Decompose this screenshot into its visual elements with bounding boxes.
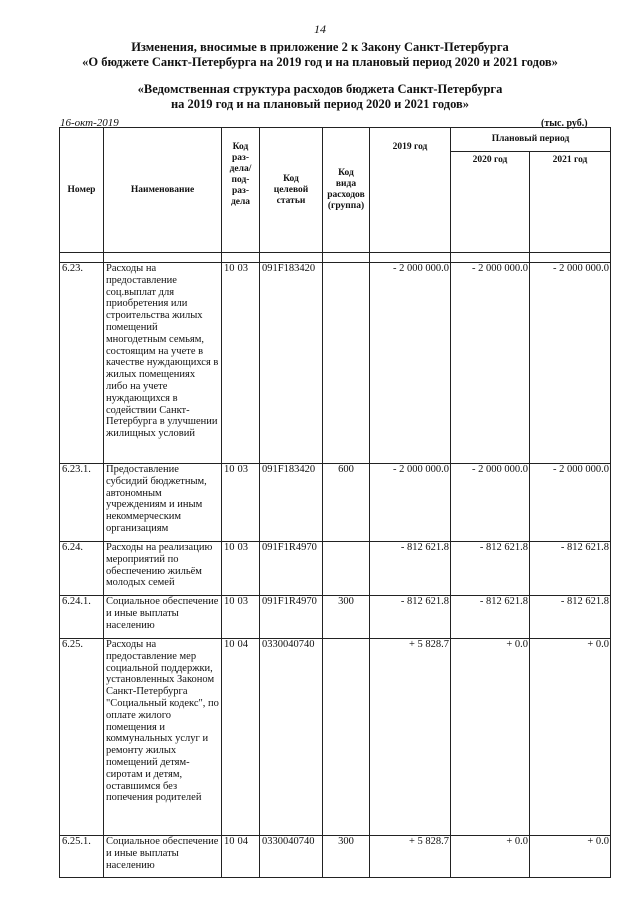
table-header <box>60 128 611 253</box>
col-expense-line: вида <box>335 179 357 189</box>
table-row <box>60 639 611 836</box>
row-value-2020: + 0.0 <box>451 836 530 878</box>
row-target-code: 0330040740 <box>260 836 323 878</box>
col-section-line: дела/ <box>229 164 252 174</box>
col-2019-header: 2019 год <box>370 128 451 253</box>
subsection-code: 03 <box>237 263 248 274</box>
col-expense-line: (группа) <box>327 201 365 211</box>
spacer-cell <box>530 253 611 263</box>
row-value-2019: + 5 828.7 <box>370 836 451 878</box>
row-value-2020: - 812 621.8 <box>451 542 530 596</box>
spacer-cell <box>323 253 370 263</box>
table-row <box>60 464 611 542</box>
col-expense-header <box>323 128 370 253</box>
row-expense-code <box>323 639 370 836</box>
row-value-2021: - 812 621.8 <box>530 542 611 596</box>
col-section-header <box>222 128 260 253</box>
col-section-line: раз- <box>231 153 249 163</box>
row-section-code <box>222 464 260 542</box>
section-code: 10 <box>224 836 235 847</box>
spacer-cell <box>260 253 323 263</box>
col-expense-line: расходов <box>327 190 365 200</box>
row-section-code <box>222 263 260 464</box>
row-expense-code: 600 <box>323 464 370 542</box>
subtitle-line-1: «Ведомственная структура расходов бюджета Санкт-Петербурга <box>137 82 503 96</box>
document-date: 16-окт-2019 <box>60 117 119 129</box>
section-code: 10 <box>224 464 235 475</box>
col-2020-header: 2020 год <box>451 152 530 253</box>
row-value-2019: - 812 621.8 <box>370 596 451 639</box>
row-value-2020: - 812 621.8 <box>451 596 530 639</box>
col-target-line: статьи <box>276 195 306 206</box>
row-expense-code: 300 <box>323 596 370 639</box>
row-expense-code <box>323 263 370 464</box>
row-name: Расходы на предоставление соц.выплат для приобретения или строительства жилых помещений многодетным семьям, состоящим на учете в качестве нуждающихся в жилых помещениях либо на учете нуждающихся в содействии Санкт-Петербурга в улучшении жилищных условий <box>104 263 222 464</box>
units-label: (тыс. руб.) <box>541 118 588 129</box>
subsection-code: 03 <box>237 596 248 607</box>
row-name: Расходы на предоставление мер социальной поддержки, установленных Законом Санкт-Петербурга "Социальный кодекс", по оплате жилого помещения и коммунальных услуг и ремонту жилых помещений детям-сиротам и детям, оставшимся без попечения родителей <box>104 639 222 836</box>
col-number-header: Номер <box>60 128 104 253</box>
row-value-2019: - 2 000 000.0 <box>370 263 451 464</box>
row-target-code: 091F1R4970 <box>260 542 323 596</box>
col-target-header <box>260 128 323 253</box>
document-subtitle <box>0 82 640 112</box>
subsection-code: 04 <box>237 639 248 650</box>
row-value-2019: - 812 621.8 <box>370 542 451 596</box>
table-row <box>60 263 611 464</box>
row-value-2020: - 2 000 000.0 <box>451 464 530 542</box>
row-target-code: 091F183420 <box>260 263 323 464</box>
row-expense-code <box>323 542 370 596</box>
spacer-cell <box>60 253 104 263</box>
row-name: Предоставление субсидий бюджетным, автономным учреждениям и иным некоммерческим организациям <box>104 464 222 542</box>
row-number: 6.23. <box>60 263 104 464</box>
row-name: Социальное обеспечение и иные выплаты населению <box>104 836 222 878</box>
subsection-code: 03 <box>237 542 248 553</box>
row-value-2019: + 5 828.7 <box>370 639 451 836</box>
subtitle-line-2: на 2019 год и на плановый период 2020 и 2021 годов» <box>170 97 470 111</box>
row-target-code: 0330040740 <box>260 639 323 836</box>
row-value-2021: + 0.0 <box>530 836 611 878</box>
row-value-2021: - 2 000 000.0 <box>530 464 611 542</box>
table-row <box>60 836 611 878</box>
row-section-code <box>222 542 260 596</box>
page-number: 14 <box>314 22 326 36</box>
row-section-code <box>222 639 260 836</box>
row-section-code <box>222 596 260 639</box>
row-value-2021: + 0.0 <box>530 639 611 836</box>
section-code: 10 <box>224 542 235 553</box>
col-target-line: целевой <box>273 184 309 195</box>
spacer-cell <box>370 253 451 263</box>
spacer-cell <box>104 253 222 263</box>
row-value-2021: - 2 000 000.0 <box>530 263 611 464</box>
col-target-line: Код <box>283 173 299 184</box>
col-planned-header: Плановый период <box>451 128 611 152</box>
col-2021-header: 2021 год <box>530 152 611 253</box>
row-number: 6.23.1. <box>60 464 104 542</box>
row-target-code: 091F1R4970 <box>260 596 323 639</box>
spacer-cell <box>451 253 530 263</box>
row-value-2020: - 2 000 000.0 <box>451 263 530 464</box>
row-value-2019: - 2 000 000.0 <box>370 464 451 542</box>
budget-table <box>59 127 611 878</box>
col-section-line: дела <box>230 197 251 207</box>
subsection-code: 03 <box>237 464 248 475</box>
table-body <box>60 253 611 878</box>
section-code: 10 <box>224 639 235 650</box>
title-line-1: Изменения, вносимые в приложение 2 к Закону Санкт-Петербурга <box>131 40 509 54</box>
col-expense-line: Код <box>338 168 354 178</box>
section-code: 10 <box>224 263 235 274</box>
row-target-code: 091F183420 <box>260 464 323 542</box>
row-value-2020: + 0.0 <box>451 639 530 836</box>
col-section-line: Код <box>232 142 249 152</box>
row-name: Социальное обеспечение и иные выплаты населению <box>104 596 222 639</box>
title-line-2: «О бюджете Санкт-Петербурга на 2019 год и на плановый период 2020 и 2021 годов» <box>82 55 558 69</box>
section-code: 10 <box>224 596 235 607</box>
subsection-code: 04 <box>237 836 248 847</box>
row-number: 6.24. <box>60 542 104 596</box>
table-row <box>60 596 611 639</box>
document-title <box>0 40 640 70</box>
row-section-code <box>222 836 260 878</box>
table-row <box>60 542 611 596</box>
row-expense-code: 300 <box>323 836 370 878</box>
col-section-line: раз- <box>231 186 249 196</box>
row-value-2021: - 812 621.8 <box>530 596 611 639</box>
spacer-cell <box>222 253 260 263</box>
row-name: Расходы на реализацию мероприятий по обеспечению жильём молодых семей <box>104 542 222 596</box>
row-number: 6.25. <box>60 639 104 836</box>
spacer-row <box>60 253 611 263</box>
row-number: 6.25.1. <box>60 836 104 878</box>
col-name-header: Наименование <box>104 128 222 253</box>
col-section-line: под- <box>231 175 250 185</box>
row-number: 6.24.1. <box>60 596 104 639</box>
